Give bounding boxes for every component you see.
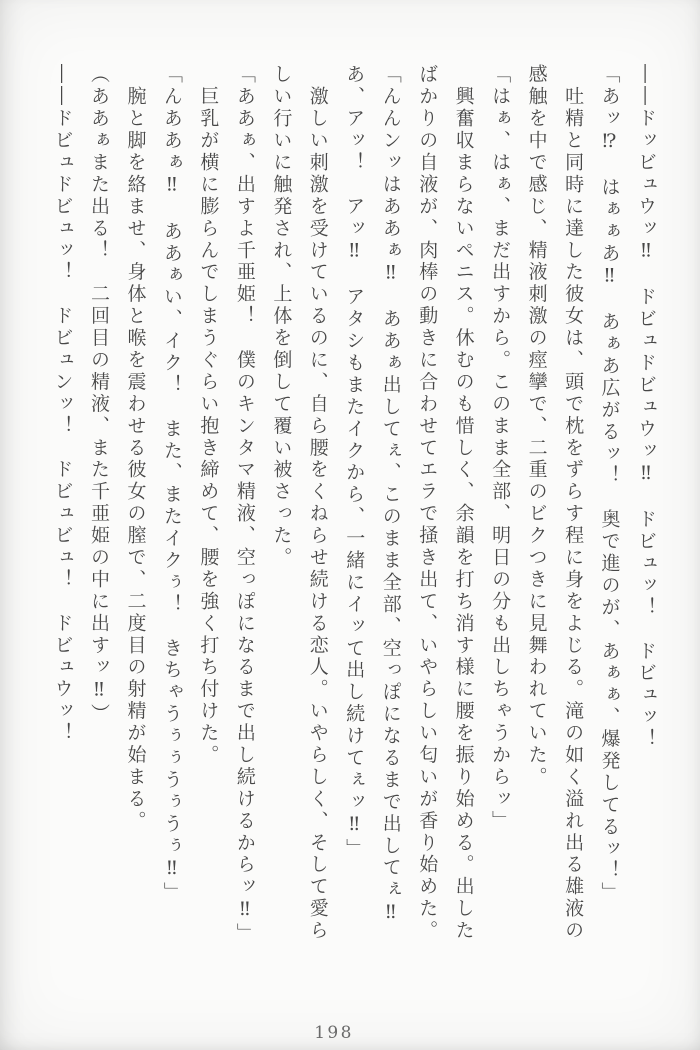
text-line: 「あッ⁉ はぁぁあ‼ あぁあ広がるッ！ 奥で進のが、あぁぁ、爆発してるッ！」: [598, 64, 621, 904]
text-line: ――ドビュドビュッ！ ドビュンッ！ ドビュビュ！ ドビュウッ！: [51, 64, 74, 745]
text-line: ――ドッビュウッ‼ ドビュドビュウッ‼ ドビュッ！ ドビュッ！: [635, 64, 657, 751]
text-line: 激しい刺激を受けているのに、自ら腰をくねらせ続ける恋人。いやらしく、そして愛ら: [306, 64, 329, 942]
text-line: 腕と脚を絡ませ、身体と喉を震わせる彼女の膣で、二度目の射精が始まる。: [124, 64, 147, 833]
text-line: 「はぁ、はぁ、まだ出すから。このまま全部、明日の分も出しちゃうからッ」: [489, 64, 512, 833]
text-line: 「ああぁ、出すよ千亜姫！ 僕のキンタマ精液、空っぽになるまで出し続けるからッ‼」: [233, 64, 256, 945]
text-line: ばかりの自液が、肉棒の動きに合わせてエラで掻き出て、いやらしい匂いが香り始めた。: [416, 64, 439, 942]
text-line: 巨乳が横に膨らんでしまうぐらい抱き締めて、腰を強く打ち付けた。: [197, 64, 220, 767]
text-line: 興奮収まらないペニス。休むのも惜しく、余韻を打ち消す様に腰を振り始める。出した: [452, 64, 475, 942]
text-line: 「んああぁ‼ ああぁい、イク！ また、またイクぅ！ きちゃうぅぅうぅうぅ‼」: [160, 64, 183, 904]
text-line: あ、アッ！ アッ‼ アタシもまたイクから、一緒にイッて出し続けてぇッ‼」: [343, 64, 366, 861]
page-number: 198: [314, 1023, 354, 1043]
text-line: 「んんンッはああぁ‼ ああぁ出してぇ、このまま全部、空っぽになるまで出してぇ‼: [379, 64, 402, 926]
text-line: 感触を中で感じ、精液刺激の痙攣で、二重のビクつきに見舞われていた。: [525, 64, 548, 789]
text-line: （ああぁまた出る！ 二回目の精液、また千亜姫の中に出すッ‼）: [87, 64, 110, 726]
text-line: 吐精と同時に達した彼女は、頭で枕をずらす程に身をよじる。滝の如く溢れ出る雄液の: [562, 64, 585, 942]
page-text-block: [44, 64, 664, 1004]
text-line: しい行いに触発され、上体を倒して覆い被さった。: [270, 64, 293, 569]
